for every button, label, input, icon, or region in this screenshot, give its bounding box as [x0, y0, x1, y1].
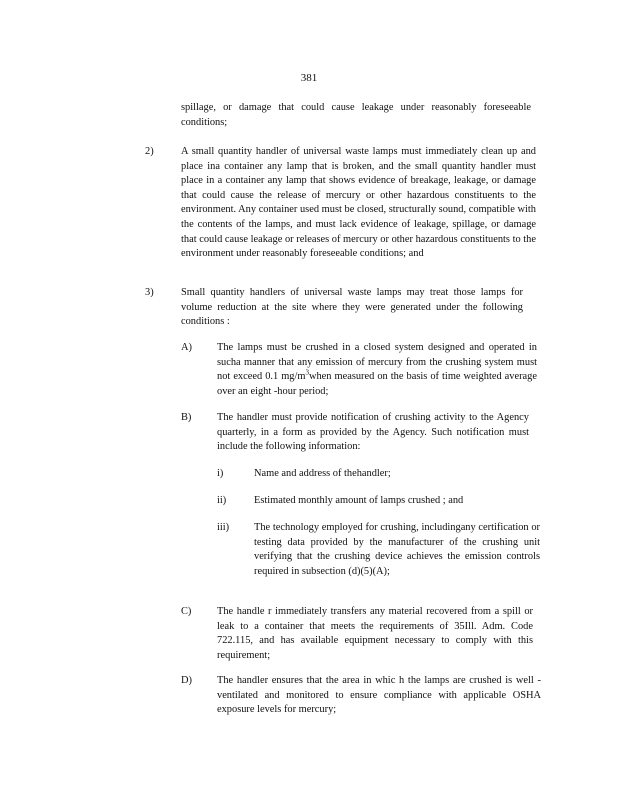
subitem-d-text: The handler ensures that the area in whic h the lamps are crushed is well -ventilated and monitored to ensure compliance with applicable OSHA exposure levels for mercury; [217, 675, 541, 716]
roman-iii-marker: iii) [217, 522, 230, 533]
intro-continuation: spillage, or damage that could cause leakage under reasonably foreseeable conditions; [181, 102, 531, 128]
subitem-c-text: The handle r immediately transfers any material recovered from a spill or leak to a container that meets the requirements of 35Ill. Adm. Code 722.115, and has available equipment necessary to comply with this requirement; [217, 606, 533, 661]
roman-i-marker: i) [217, 468, 224, 479]
subitem-c-marker: C) [181, 606, 192, 617]
subitem-a-text-part1: The lamps must be crushed in a closed system designed and operated in sucha manner that any emission of mercury from the crushing system must not exceed 0.1 mg/m [217, 342, 537, 383]
page-number: 381 [300, 72, 318, 84]
subitem-a-text [217, 341, 537, 399]
subitem-b-text: The handler must provide notification of crushing activity to the Agency quarterly, in a form as provided by the Agency. Such notification must include the following information: [217, 412, 529, 453]
subitem-a-marker: A) [181, 342, 192, 353]
subitem-b-marker: B) [181, 412, 192, 423]
roman-ii-text: Estimated monthly amount of lamps crushed ; and [254, 495, 464, 506]
roman-iii-text: The technology employed for crushing, includingany certification or testing data provided by the manufacturer of the crushing unit verifying that the crushing device achieves the emission controls required in subsection (d)(5)(A); [254, 522, 540, 577]
superscript-3: 3 [305, 368, 309, 377]
item-3-text: Small quantity handlers of universal waste lamps may treat those lamps for volume reduction at the site where they were generated under the following conditions : [181, 287, 523, 328]
roman-ii-marker: ii) [217, 495, 227, 506]
roman-i-text: Name and address of thehandler; [254, 468, 391, 479]
subitem-d-marker: D) [181, 675, 192, 686]
item-2-marker: 2) [145, 146, 154, 157]
subitem-a-text-part2: when measured on the basis of time weighted average over an eight -hour period; [217, 371, 537, 397]
item-3-marker: 3) [145, 287, 154, 298]
item-2-text: A small quantity handler of universal waste lamps must immediately clean up and place ina container any lamp that is broken, and the small quantity handler must place in a container any lamp that shows evidence of breakage, leakage, or damage that could cause the release of mercury or other hazardous constituents to the environment. Any container used must be closed, structurally sound, compatible with the contents of the lamps, and must lack evidence of leakage, spillage, or damage that could cause leakage or releases of mercury or other hazardous constituents to the environment under reasonably foreseeable conditions; and [181, 146, 536, 260]
